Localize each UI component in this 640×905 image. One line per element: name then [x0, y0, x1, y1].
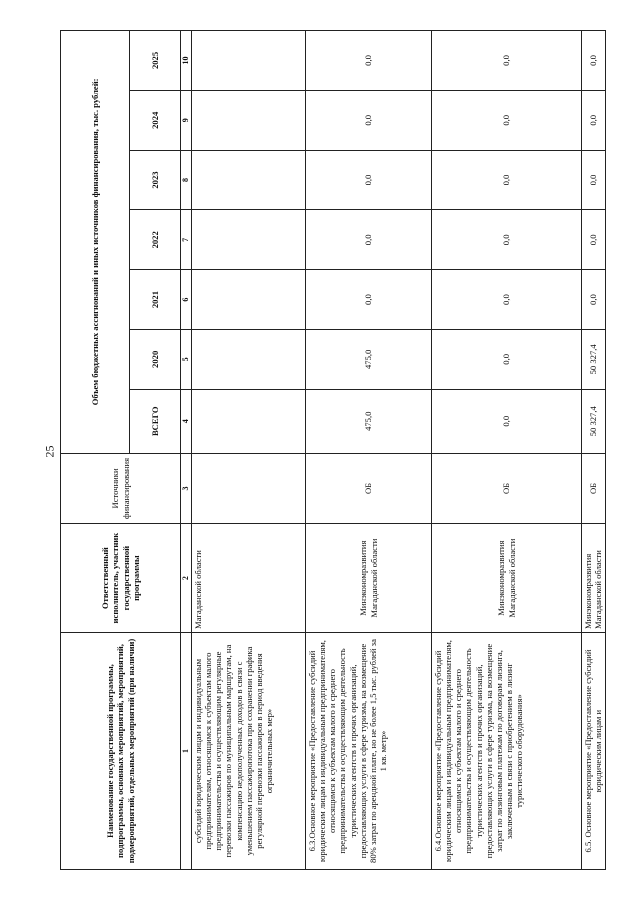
row-value: 0,0	[432, 150, 582, 210]
index-cell: 9	[181, 90, 192, 150]
index-cell: 8	[181, 150, 192, 210]
col-resp-header: Ответственный исполнитель, участник государственной программы	[61, 524, 181, 633]
table-row	[192, 31, 306, 870]
row-name: субсидий юридическим лицам и индивидуальным предпринимателям, относящимся к субъектам малого предпринимательства и осуществляющим регулярные перевозки пассажиров по муниципальным маршрутам, на компенсацию недополученных доходов в связи с уменьшением пассажиропотока при сохранении графика регулярной перевозки пассажиров в период введения ограничительных мер»	[192, 633, 306, 870]
index-cell: 4	[181, 389, 192, 453]
row-source: ОБ	[582, 453, 606, 523]
row-total: 50 327,4	[582, 389, 606, 453]
row-value: 0,0	[306, 150, 432, 210]
row-value: 50 327,4	[582, 329, 606, 389]
row-value: 0,0	[582, 270, 606, 330]
index-cell: 7	[181, 210, 192, 270]
table-row	[306, 31, 432, 870]
row-responsible: Минэкономразвития Магаданской области	[432, 524, 582, 633]
row-name: 6.5. Основное мероприятие «Предоставление субсидий юридическим лицам и	[582, 633, 606, 870]
row-value	[192, 210, 306, 270]
row-source	[192, 453, 306, 523]
col-year-header: 2023	[130, 150, 181, 210]
col-year-header: 2021	[130, 270, 181, 330]
col-name-header: Наименование государственной программы, подпрограммы, основных мероприятий, мероприятий, подмероприятий, отдельных мероприятий (при наличии)	[61, 633, 181, 870]
index-cell: 5	[181, 329, 192, 389]
row-value	[192, 329, 306, 389]
row-responsible: Магаданской области	[192, 524, 306, 633]
row-value: 0,0	[582, 31, 606, 91]
page-number: 25	[42, 445, 57, 458]
row-value: 0,0	[432, 31, 582, 91]
col-src-header: Источники финансирования	[61, 453, 181, 523]
header-row	[61, 31, 130, 870]
col-total-header: ВСЕГО	[130, 389, 181, 453]
row-value: 0,0	[582, 210, 606, 270]
index-cell: 3	[181, 453, 192, 523]
row-value	[192, 90, 306, 150]
col-year-header: 2020	[130, 329, 181, 389]
index-cell: 1	[181, 633, 192, 870]
row-value: 0,0	[306, 90, 432, 150]
row-value: 0,0	[306, 270, 432, 330]
row-value: 0,0	[306, 210, 432, 270]
row-total	[192, 389, 306, 453]
table-row	[582, 31, 606, 870]
row-name: 6.4.Основное мероприятие «Предоставление субсидий юридическим лицам и индивидуальным предпринимателям, относящимся к субъектам малого и среднего предпринимательства и осуществляющим деятельность туристических агентств и прочих организаций, предоставляющих услуги в сфере туризма, на возмещение затрат по лизинговым платежам по договорам лизинга, заключенным в связи с приобретением в лизинг туристического оборудования»	[432, 633, 582, 870]
column-index-row	[181, 31, 192, 870]
row-source: ОБ	[306, 453, 432, 523]
rotated-page	[60, 30, 620, 870]
row-value	[192, 270, 306, 330]
row-value: 475,0	[306, 329, 432, 389]
row-value	[192, 150, 306, 210]
row-total: 475,0	[306, 389, 432, 453]
row-value: 0,0	[582, 90, 606, 150]
row-responsible: Минэкономразвития Магаданской области	[306, 524, 432, 633]
row-name: 6.3.Основное мероприятие «Предоставление субсидий юридическим лицам и индивидуальным предпринимателям, относящимся к субъектам малого и среднего предпринимательства и осуществляющим деятельность туристических агентств и прочих организаций, предоставляющих услуги в сфере туризма, на возмещение 80% затрат по арендной плате, но не более 1,5 тыс. рублей за 1 кв. метр»	[306, 633, 432, 870]
budget-table	[60, 30, 606, 870]
index-cell: 10	[181, 31, 192, 91]
row-total: 0,0	[432, 389, 582, 453]
col-year-header: 2025	[130, 31, 181, 91]
col-amount-header: Объем бюджетных ассигнований и иных источников финансирования, тыс. рублей:	[61, 31, 130, 454]
row-value: 0,0	[432, 270, 582, 330]
index-cell: 6	[181, 270, 192, 330]
row-responsible: Минэкономразвития Магаданской области	[582, 524, 606, 633]
row-value: 0,0	[432, 90, 582, 150]
index-cell: 2	[181, 524, 192, 633]
row-value: 0,0	[432, 329, 582, 389]
row-value	[192, 31, 306, 91]
row-value: 0,0	[306, 31, 432, 91]
table-row	[432, 31, 582, 870]
row-value: 0,0	[432, 210, 582, 270]
col-year-header: 2022	[130, 210, 181, 270]
row-source: ОБ	[432, 453, 582, 523]
col-year-header: 2024	[130, 90, 181, 150]
row-value: 0,0	[582, 150, 606, 210]
